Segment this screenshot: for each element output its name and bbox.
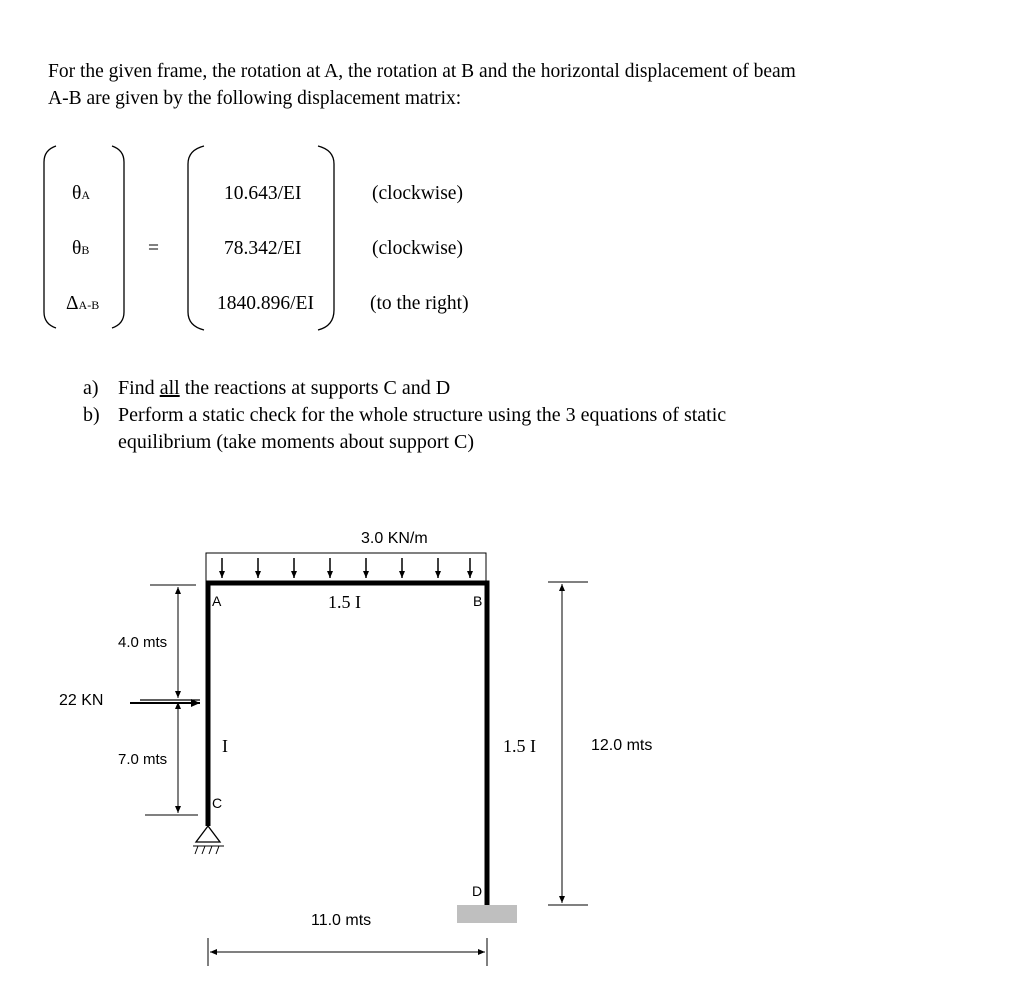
question-a-label: a) — [83, 377, 99, 399]
left-dimension-lines — [140, 585, 200, 815]
theta-b-symbol: θB — [72, 238, 90, 259]
delta-ab-symbol: ΔA-B — [66, 293, 100, 314]
underlined-all: all — [159, 377, 180, 399]
frame-members — [208, 583, 487, 905]
node-a-label: A — [212, 593, 222, 609]
udl-box — [206, 553, 486, 583]
theta-a-direction: (clockwise) — [372, 183, 463, 204]
intro-line-1: For the given frame, the rotation at A, the rotation at B and the horizontal displacement of beam — [48, 61, 796, 82]
theta-a-symbol: θA — [72, 183, 91, 204]
height-dimension-label: 12.0 mts — [591, 737, 653, 754]
intro-line-2: A-B are given by the following displacement matrix: — [48, 88, 462, 109]
pin-support-c — [193, 826, 224, 854]
upper-dimension-label: 4.0 mts — [118, 634, 168, 651]
equals-sign: = — [148, 238, 159, 259]
lower-dimension-label: 7.0 mts — [118, 751, 168, 768]
node-b-label: B — [473, 593, 483, 609]
udl-arrows — [222, 558, 470, 578]
theta-a-value: 10.643/EI — [224, 183, 302, 204]
theta-b-direction: (clockwise) — [372, 238, 463, 259]
delta-ab-value: 1840.896/EI — [217, 293, 314, 314]
span-dimension-label: 11.0 mts — [311, 912, 372, 929]
span-dimension-line — [208, 938, 487, 966]
theta-b-value: 78.342/EI — [224, 238, 302, 259]
node-d-label: D — [472, 883, 483, 899]
delta-ab-direction: (to the right) — [370, 293, 469, 314]
node-c-label: C — [212, 795, 223, 811]
left-column-stiffness-label: I — [222, 736, 228, 756]
question-b-label: b) — [83, 404, 100, 426]
fixed-support-d — [457, 905, 517, 923]
point-load-label: 22 KN — [59, 692, 104, 709]
right-dimension-line — [548, 582, 588, 905]
question-a: a) Find all the reactions at supports C and D — [83, 375, 450, 402]
beam-stiffness-label: 1.5 I — [328, 592, 361, 612]
question-b: b) Perform a static check for the whole structure using the 3 equations of static — [83, 402, 726, 429]
udl-label: 3.0 KN/m — [361, 530, 428, 547]
question-b-line-2: equilibrium (take moments about support C) — [118, 431, 475, 453]
right-column-stiffness-label: 1.5 I — [503, 736, 536, 756]
